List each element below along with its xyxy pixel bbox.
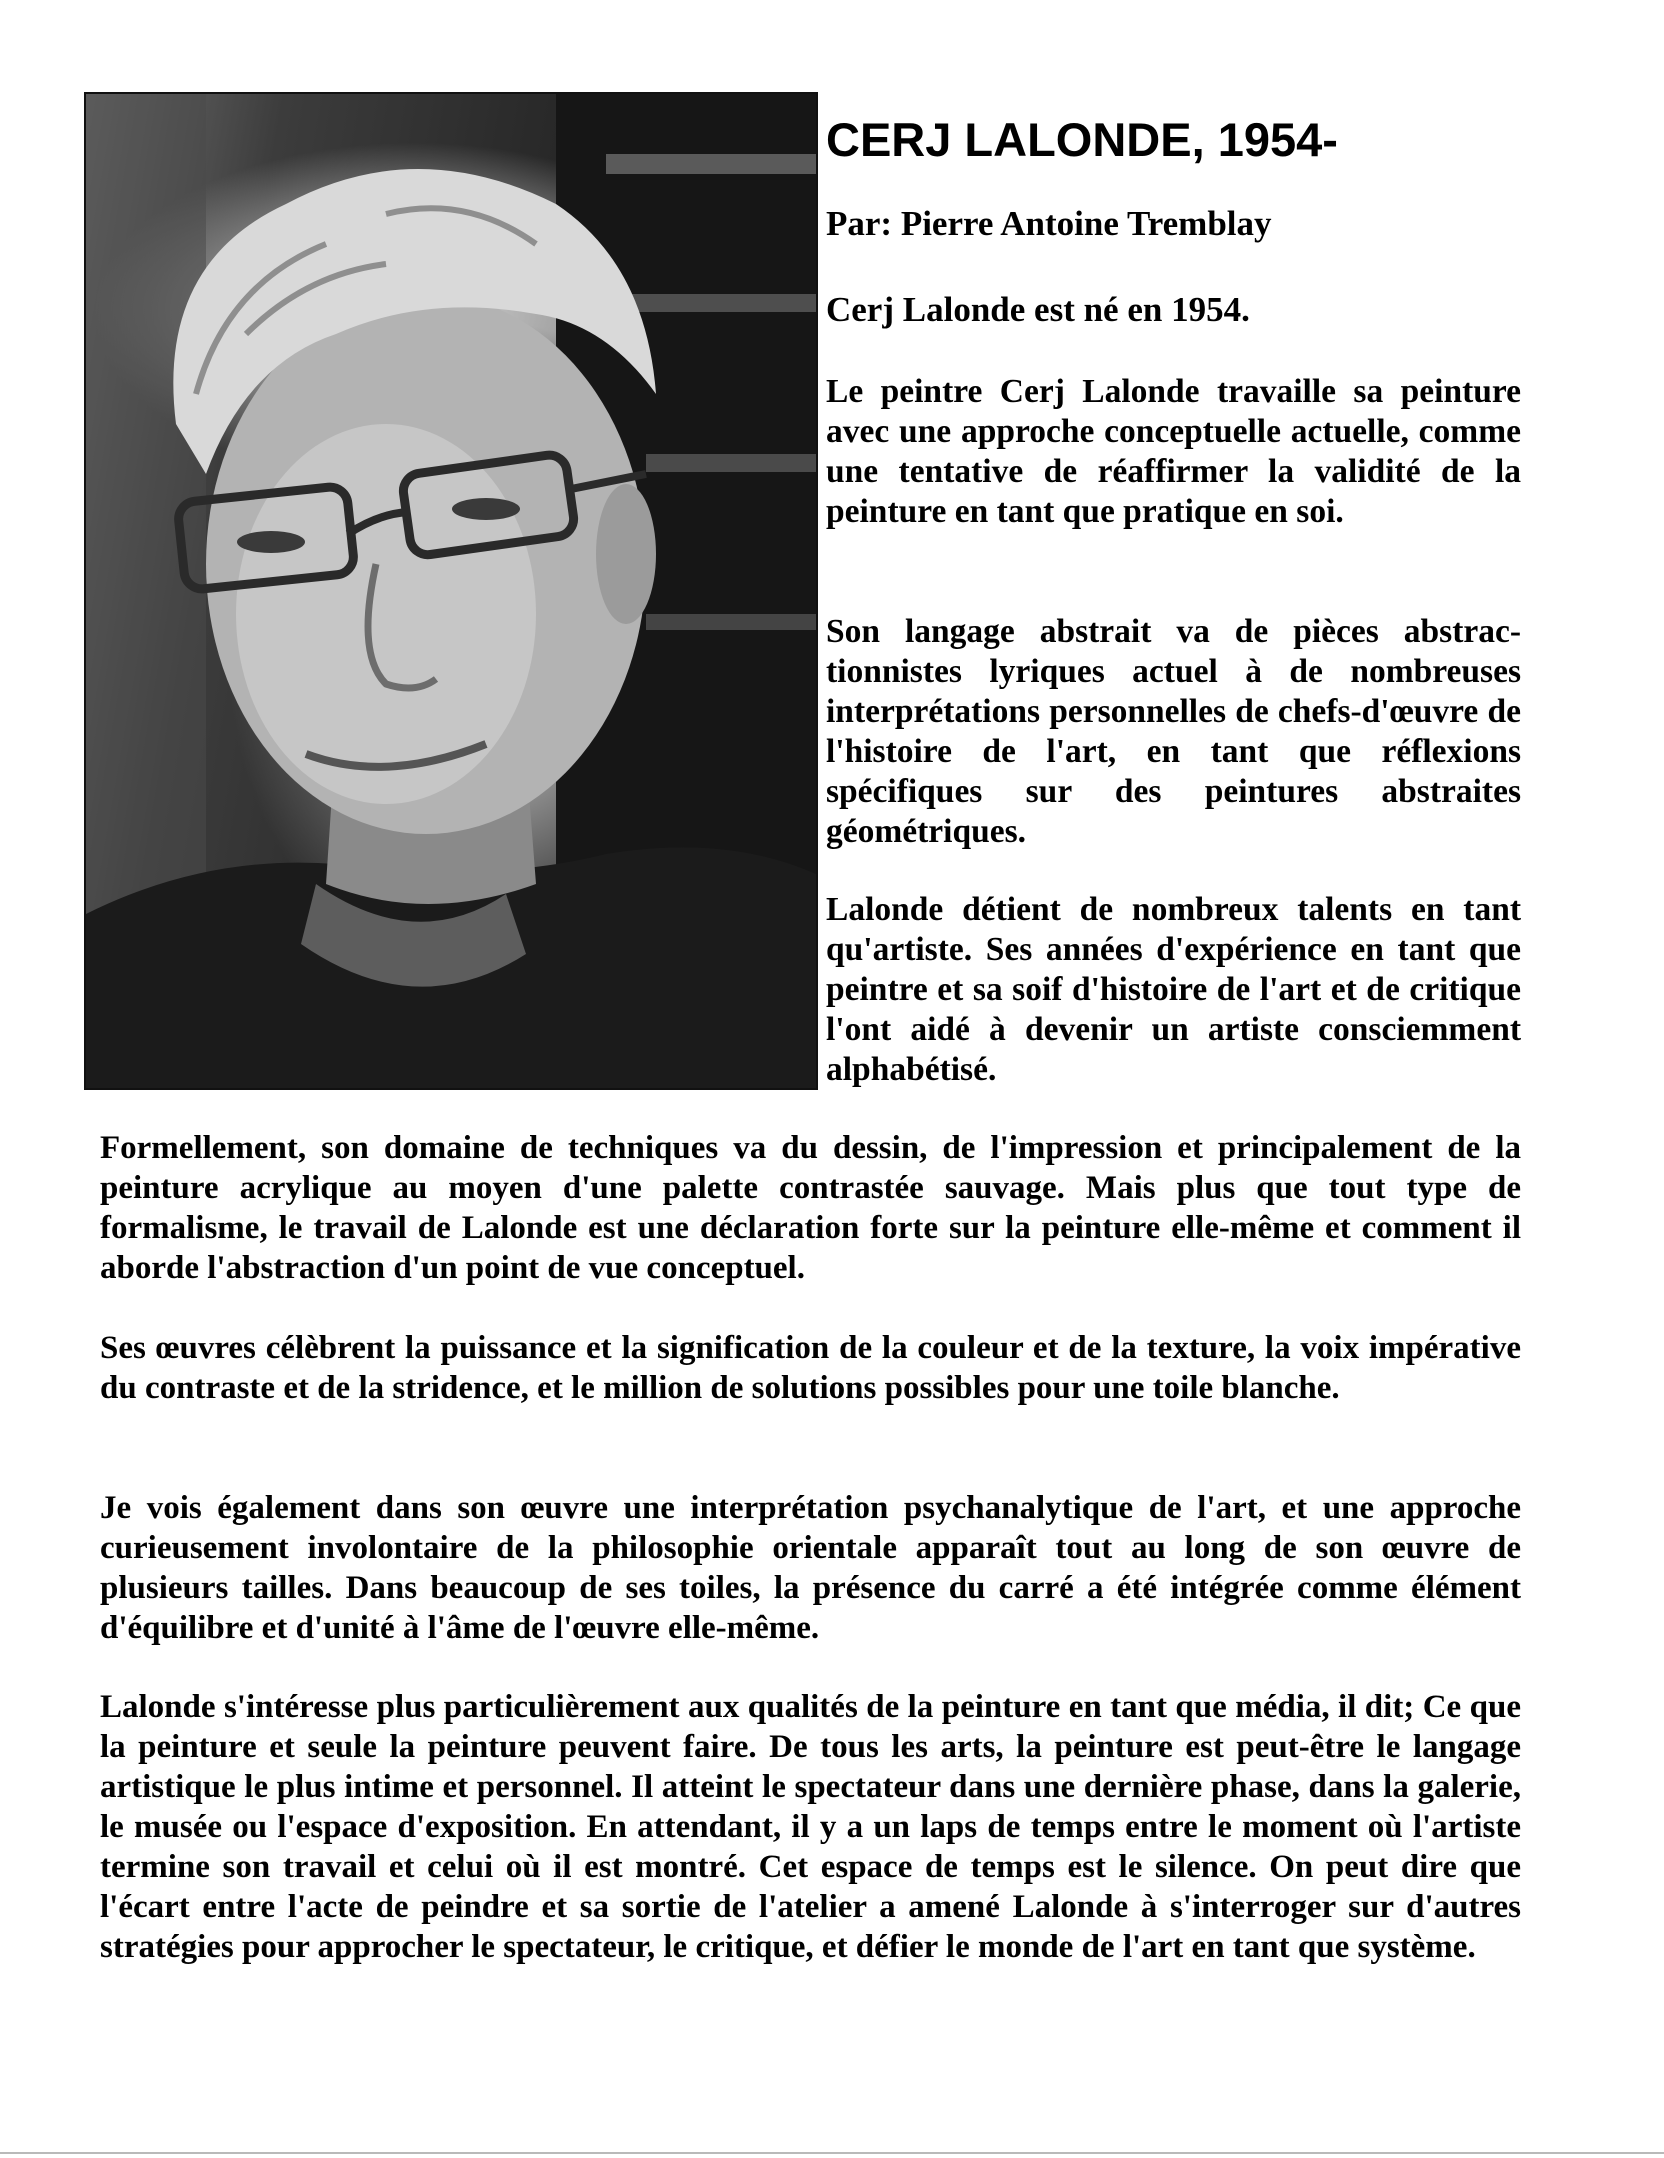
paragraph-text: Lalonde détient de nombreux talents en tant qu'artiste. Ses années d'expérience en tant que peintre et sa soif d'histoire de l'art et de critique l'ont aidé à devenir un artiste consciemment alphabétisé.: [826, 891, 1521, 1088]
paragraph-text: Lalonde s'intéresse plus particulièrement aux qualités de la peinture en tant que média, il dit; Ce que la peinture et seule la peinture peuvent faire. De tous les arts, la peinture est peut-être le langage artistique le plus intime et personnel. Il atteint le spectateur dans une dernière phase, dans la galerie, le musée ou l'espace d'exposition. En attendant, il y a un laps de temps entre le moment où l'artiste termine son travail et celui où il est montré. Cet espace de temps est le silence. On peut dire que l'écart entre l'acte de peindre et sa sortie de l'atelier a amené Lalonde à s'interroger sur d'autres stratégies pour approcher le spectateur, le critique, et défier le monde de l'art en tant que système.: [100, 1689, 1521, 1965]
paragraph-techniques: [100, 1128, 1521, 1288]
artist-portrait-photo: [84, 92, 818, 1090]
paragraph-text: Je vois également dans son œuvre une interprétation psychanalytique de l'art, et une approche curieusement involontaire de la philosophie orientale apparaît tout au long de son œuvre de plusieurs tailles. Dans beaucoup de ses toiles, la présence du carré a été intégrée comme élément d'équilibre et d'unité à l'âme de l'œuvre elle-même.: [100, 1490, 1521, 1646]
paragraph-text: Son langage abstrait va de pièces abstractionnistes lyriques actuel à de nombreuses interprétations personnelles de chefs-d'œuvre de l'histoire de l'art, en tant que réflexions spécifiques sur des peintures abstraites géométriques.: [826, 613, 1521, 850]
birth-statement: Cerj Lalonde est né en 1954.: [826, 290, 1250, 329]
portrait-illustration: [86, 94, 816, 1088]
paragraph-text: Formellement, son domaine de techniques va du dessin, de l'impression et principalement de la peinture acrylique au moyen d'une palette contrastée sauvage. Mais plus que tout type de formalisme, le travail de Lalonde est une déclaration forte sur la peinture elle-même et comment il aborde l'abstraction d'un point de vue conceptuel.: [100, 1130, 1521, 1286]
paragraph-media: [100, 1687, 1521, 1967]
byline: Par: Pierre Antoine Tremblay: [826, 204, 1272, 243]
paragraph-text: Ses œuvres célèbrent la puissance et la signification de la couleur et de la texture, la voix impérative du contraste et de la stridence, et le million de solutions possibles pour une toile blanche.: [100, 1330, 1521, 1406]
paragraph-approach: [826, 372, 1521, 532]
article-title: CERJ LALONDE, 1954-: [826, 113, 1338, 166]
paragraph-language: [826, 612, 1521, 852]
page-bottom-divider: [0, 2152, 1664, 2154]
paragraph-interpretation: [100, 1488, 1521, 1648]
paragraph-works: [100, 1328, 1521, 1408]
paragraph-talents: [826, 890, 1521, 1090]
paragraph-text: Le peintre Cerj Lalonde travaille sa peinture avec une approche conceptuelle actuelle, comme une tentative de réaffirmer la validité de la peinture en tant que pratique en soi.: [826, 373, 1521, 530]
